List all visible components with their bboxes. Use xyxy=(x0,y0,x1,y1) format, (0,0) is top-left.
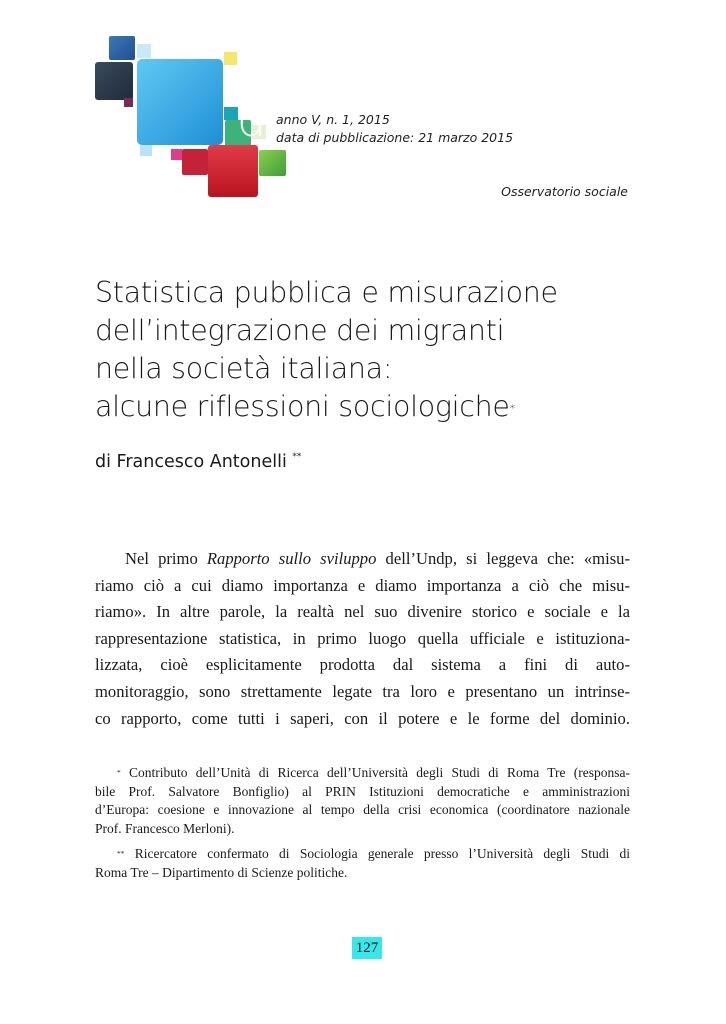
footnote-line xyxy=(95,845,630,864)
body-text: dell’Undp, si leggeva che: «misu- xyxy=(376,549,630,568)
footnote-text: Ricercatore confermato di Sociologia generale presso l’Università degli Studi di xyxy=(134,846,630,861)
body-line: lizzata, cioè esplicitamente prodotta dal sistema a fini di auto- xyxy=(95,655,630,675)
footnote-line: bile Prof. Salvatore Bonfiglio) al PRIN Istituzioni democratiche e amministrazioni xyxy=(95,783,630,799)
page-number: 127 xyxy=(352,937,382,959)
footnote-marker: ** xyxy=(117,849,125,858)
footnote-1 xyxy=(95,764,630,839)
journal-logo xyxy=(90,30,300,210)
title-line-text: alcune riflessioni sociologiche xyxy=(95,390,510,423)
body-line: riamo». In altre parole, la realtà nel suo divenire storico e sociale e la xyxy=(95,602,630,622)
body-line: monitoraggio, sono strettamente legate tra loro e presentano un intrinse- xyxy=(95,681,630,701)
footnote-line xyxy=(95,764,630,783)
footnote-text: Contributo dell’Unità di Ricerca dell’Università degli Studi di Roma Tre (responsa- xyxy=(129,765,631,780)
author-byline xyxy=(95,452,301,472)
section-name: Osservatorio sociale xyxy=(501,184,628,199)
article-title xyxy=(95,274,635,426)
body-line xyxy=(95,546,630,573)
footnote-2 xyxy=(95,845,630,882)
logo-text: ds xyxy=(237,93,291,147)
body-line: riamo ciò a cui diamo importanza e diamo importanza a ciò che misu- xyxy=(95,575,630,595)
issue-info xyxy=(276,111,513,147)
body-line: co rapporto, come tutti i saperi, con il potere e le forme del dominio. xyxy=(95,708,630,728)
footnote-marker: * xyxy=(117,768,121,777)
footnote-line: Roma Tre – Dipartimento di Scienze politiche. xyxy=(95,864,348,880)
body-line: rappresentazione statistica, in primo luogo quella ufficiale e istituziona- xyxy=(95,628,630,648)
title-footnote-marker[interactable]: * xyxy=(509,402,515,415)
title-line: nella società italiana: xyxy=(95,352,393,385)
author-footnote-marker[interactable]: ** xyxy=(292,452,302,462)
footnote-line: d’Europa: coesione e innovazione al tempo della crisi economica (coordinatore nazionale xyxy=(95,802,630,818)
footnote-line: Prof. Francesco Merloni). xyxy=(95,821,235,837)
title-line: dell’integrazione dei migranti xyxy=(95,314,505,347)
issue-line: anno V, n. 1, 2015 xyxy=(276,112,390,127)
title-line: Statistica pubblica e misurazione xyxy=(95,276,558,309)
body-text: Nel primo xyxy=(125,549,207,568)
author-name: di Francesco Antonelli xyxy=(95,452,287,472)
body-paragraph xyxy=(95,546,630,732)
publication-date: data di pubblicazione: 21 marzo 2015 xyxy=(276,130,514,145)
title-line xyxy=(95,388,635,426)
report-title: Rapporto sullo sviluppo xyxy=(206,549,377,568)
